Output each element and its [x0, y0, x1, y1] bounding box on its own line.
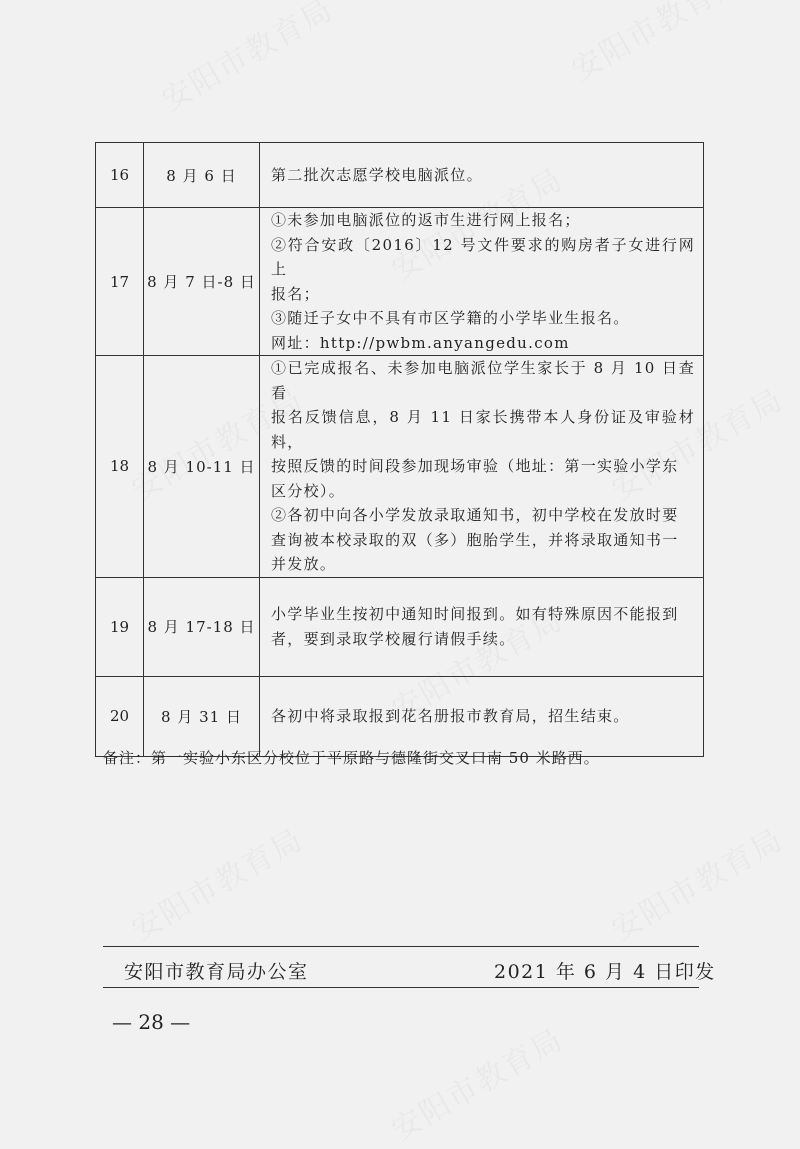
description-line: ③随迁子女中不具有市区学籍的小学毕业生报名。	[271, 309, 630, 327]
row-number: 19	[96, 577, 144, 676]
row-description	[260, 577, 704, 676]
row-date: 8 月 7 日-8 日	[144, 208, 260, 356]
row-number: 17	[96, 208, 144, 356]
row-description	[260, 676, 704, 756]
watermark	[562, 0, 750, 89]
table-row	[96, 676, 704, 756]
description-line: ②各初中向各小学发放录取通知书，初中学校在发放时要	[271, 506, 679, 524]
watermark	[152, 0, 340, 119]
row-date: 8 月 6 日	[144, 143, 260, 208]
description-line: 小学毕业生按初中通知时间报到。如有特殊原因不能报到	[271, 605, 679, 623]
remark-note: 备注：第一实验小东区分校位于平原路与德隆街交叉口南 50 米路西。	[103, 749, 600, 767]
row-number: 16	[96, 143, 144, 208]
description-line: 查询被本校录取的双（多）胞胎学生，并将录取通知书一	[271, 530, 679, 549]
footer-top-rule	[103, 946, 699, 947]
watermark	[382, 1015, 570, 1149]
table-row	[96, 208, 704, 356]
issue-date: 2021 年 6 月 4 日印发	[494, 961, 716, 983]
watermark	[122, 815, 310, 949]
description-line: 按照反馈的时间段参加现场审验（地址：第一实验小学东	[271, 457, 679, 475]
row-number: 18	[96, 356, 144, 578]
description-line: 者，要到录取学校履行请假手续。	[271, 629, 516, 648]
row-date: 8 月 31 日	[144, 676, 260, 756]
row-number: 20	[96, 676, 144, 756]
footer-bottom-rule	[103, 987, 699, 988]
row-date: 8 月 10-11 日	[144, 356, 260, 578]
description-line: 并发放。	[271, 555, 337, 573]
table-row	[96, 356, 704, 578]
description-line: ①已完成报名、未参加电脑派位学生家长于 8 月 10 日查看	[271, 359, 695, 402]
description-line: 报名反馈信息，8 月 11 日家长携带本人身份证及审验材料，	[271, 408, 695, 451]
row-description	[260, 356, 704, 578]
description-line: ①未参加电脑派位的返市生进行网上报名；	[271, 211, 581, 229]
description-line: 区分校）。	[271, 481, 346, 500]
row-description	[260, 208, 704, 356]
description-line: 各初中将录取报到花名册报市教育局，招生结束。	[271, 706, 630, 725]
table-row	[96, 577, 704, 676]
page-number: — 28 —	[112, 1010, 191, 1034]
issuer-name: 安阳市教育局办公室	[124, 961, 309, 983]
description-line: 网址：http://pwbm.anyangedu.com	[271, 333, 570, 352]
row-date: 8 月 17-18 日	[144, 577, 260, 676]
schedule-table	[95, 142, 704, 757]
table-row	[96, 143, 704, 208]
description-line: 报名；	[271, 284, 320, 303]
description-line: ②符合安政〔2016〕12 号文件要求的购房者子女进行网上	[271, 235, 695, 278]
description-line: 第二批次志愿学校电脑派位。	[271, 165, 483, 184]
watermark	[602, 815, 790, 949]
row-description	[260, 143, 704, 208]
